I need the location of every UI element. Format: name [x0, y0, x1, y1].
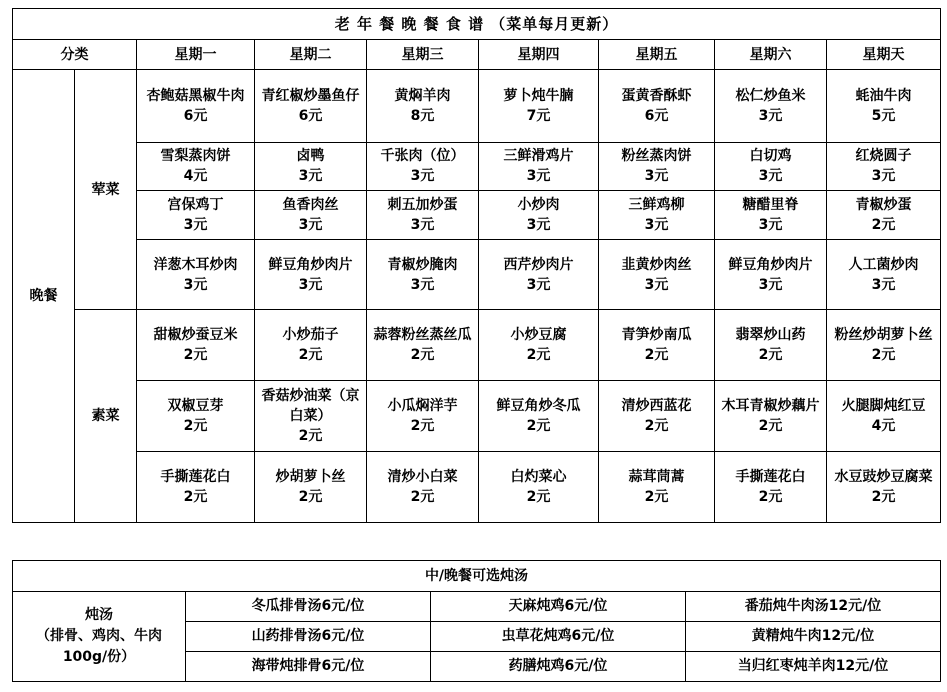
- day-header: 星期三: [367, 40, 479, 69]
- day-header: 星期一: [137, 40, 255, 69]
- dish-price: 2元: [871, 216, 896, 233]
- dish-name: 木耳青椒炒藕片: [721, 398, 820, 415]
- dish-name: 西芹炒肉片: [503, 256, 574, 273]
- dish-cell: [255, 452, 367, 523]
- dish-name: 三鲜鸡柳: [628, 196, 685, 213]
- dish-cell: [255, 239, 367, 310]
- day-header-row: [13, 40, 941, 69]
- dish-cell: [599, 381, 715, 452]
- dish-cell: [137, 310, 255, 381]
- dish-name: 小炒茄子: [282, 327, 339, 344]
- dish-price: 2元: [644, 489, 669, 506]
- dish-cell: [827, 381, 941, 452]
- menu-row: [13, 142, 941, 191]
- dish-price: 3元: [871, 168, 896, 185]
- dish-cell: [367, 69, 479, 142]
- dish-price: 2元: [871, 489, 896, 506]
- dish-cell: [367, 452, 479, 523]
- dish-name: 青红椒炒墨鱼仔: [261, 87, 360, 104]
- dish-cell: [255, 191, 367, 240]
- dish-name: 洋葱木耳炒肉: [153, 256, 238, 273]
- stew-soup-table: [12, 560, 941, 682]
- dish-price: 2元: [298, 347, 323, 364]
- dish-name: 双椒豆芽: [167, 398, 224, 415]
- soup-item: 海带炖排骨6元/位: [186, 651, 431, 681]
- dish-cell: [255, 142, 367, 191]
- dish-name: 青笋炒南瓜: [621, 327, 692, 344]
- dish-name: 人工菌炒肉: [848, 256, 919, 273]
- dish-cell: [367, 191, 479, 240]
- dish-name: 韭黄炒肉丝: [621, 256, 692, 273]
- dish-cell: [137, 452, 255, 523]
- dish-cell: [137, 69, 255, 142]
- dish-price: 3元: [410, 216, 435, 233]
- soup-item: 天麻炖鸡6元/位: [431, 592, 686, 622]
- dish-cell: [599, 69, 715, 142]
- dish-price: 3元: [644, 276, 669, 293]
- dish-price: 3元: [758, 276, 783, 293]
- dish-cell: [715, 310, 827, 381]
- dish-cell: [137, 381, 255, 452]
- dish-cell: [715, 69, 827, 142]
- meal-label: 晚餐: [13, 69, 75, 522]
- stew-label-line: 100g/份）: [62, 649, 136, 665]
- dish-price: 2元: [298, 489, 323, 506]
- dish-cell: [827, 452, 941, 523]
- dish-cell: [479, 239, 599, 310]
- dish-name: 蒜茸茼蒿: [628, 469, 685, 486]
- dish-name: 炒胡萝卜丝: [275, 469, 346, 486]
- dish-price: 3元: [298, 216, 323, 233]
- dish-price: 6元: [183, 107, 208, 124]
- dish-name: 松仁炒鱼米: [735, 87, 806, 104]
- dish-price: 2元: [758, 418, 783, 435]
- dish-name: 小炒肉: [517, 196, 560, 213]
- menu-row: [13, 452, 941, 523]
- dish-name: 手撕莲花白: [160, 469, 231, 486]
- dish-cell: [479, 310, 599, 381]
- dish-price: 3元: [758, 168, 783, 185]
- dish-name: 水豆豉炒豆腐菜: [834, 469, 933, 486]
- dish-name: 鱼香肉丝: [282, 196, 339, 213]
- dish-name: 手撕莲花白: [735, 469, 806, 486]
- soup-row: [13, 592, 941, 622]
- dish-cell: [479, 381, 599, 452]
- day-header: 星期天: [827, 40, 941, 69]
- dish-name: 三鲜滑鸡片: [503, 148, 574, 165]
- dish-price: 2元: [758, 489, 783, 506]
- soup-item: 番茄炖牛肉汤12元/位: [686, 592, 941, 622]
- dish-price: 3元: [183, 276, 208, 293]
- stew-label: [13, 592, 186, 682]
- dish-price: 2元: [526, 347, 551, 364]
- day-header: 星期二: [255, 40, 367, 69]
- soup-item: 山药排骨汤6元/位: [186, 621, 431, 651]
- menu-row: [13, 69, 941, 142]
- dish-name: 香菇炒油菜（京白菜）: [261, 388, 360, 425]
- dish-price: 5元: [871, 107, 896, 124]
- dish-cell: [827, 310, 941, 381]
- dish-cell: [715, 239, 827, 310]
- dish-name: 杏鲍菇黑椒牛肉: [146, 87, 245, 104]
- dish-group-label: 荤菜: [75, 69, 137, 310]
- dish-name: 鲜豆角炒冬瓜: [496, 398, 581, 415]
- dish-cell: [479, 142, 599, 191]
- dish-cell: [255, 381, 367, 452]
- dish-name: 粉丝蒸肉饼: [621, 148, 692, 165]
- dish-cell: [599, 452, 715, 523]
- dish-price: 3元: [644, 168, 669, 185]
- dish-price: 2元: [644, 418, 669, 435]
- dish-cell: [599, 310, 715, 381]
- dish-price: 8元: [410, 107, 435, 124]
- soup-item: 当归红枣炖羊肉12元/位: [686, 651, 941, 681]
- dish-cell: [599, 239, 715, 310]
- dish-price: 2元: [298, 428, 323, 445]
- dish-name: 卤鸭: [296, 148, 325, 165]
- soup-item: 冬瓜排骨汤6元/位: [186, 592, 431, 622]
- dish-name: 白灼菜心: [510, 469, 567, 486]
- dish-price: 2元: [410, 347, 435, 364]
- dish-price: 3元: [410, 276, 435, 293]
- dish-cell: [137, 142, 255, 191]
- day-header: 星期六: [715, 40, 827, 69]
- dish-price: 4元: [183, 168, 208, 185]
- dish-name: 小瓜焖洋芋: [387, 398, 458, 415]
- dish-price: 6元: [644, 107, 669, 124]
- stew-label-line: （排骨、鸡肉、牛肉: [36, 628, 162, 644]
- dish-price: 3元: [871, 276, 896, 293]
- dish-name: 蒜蓉粉丝蒸丝瓜: [373, 327, 472, 344]
- dish-name: 粉丝炒胡萝卜丝: [834, 327, 933, 344]
- category-header: 分类: [13, 40, 137, 69]
- dish-price: 3元: [526, 168, 551, 185]
- dish-name: 鲜豆角炒肉片: [728, 256, 813, 273]
- dish-price: 2元: [410, 418, 435, 435]
- dish-name: 千张肉（位）: [380, 148, 465, 165]
- dish-name: 翡翠炒山药: [735, 327, 806, 344]
- menu-row: [13, 381, 941, 452]
- dish-price: 3元: [526, 276, 551, 293]
- soup-title: 中/晚餐可选炖汤: [13, 561, 941, 592]
- dish-name: 宫保鸡丁: [167, 196, 224, 213]
- dish-name: 红烧圆子: [855, 148, 912, 165]
- menu-row: [13, 239, 941, 310]
- dish-cell: [137, 239, 255, 310]
- dish-price: 3元: [758, 107, 783, 124]
- day-header: 星期五: [599, 40, 715, 69]
- dish-cell: [367, 239, 479, 310]
- dish-name: 青椒炒腌肉: [387, 256, 458, 273]
- dish-price: 7元: [526, 107, 551, 124]
- day-header: 星期四: [479, 40, 599, 69]
- dish-price: 3元: [298, 276, 323, 293]
- dish-name: 火腿脚炖红豆: [841, 398, 926, 415]
- dish-cell: [599, 191, 715, 240]
- dish-price: 3元: [758, 216, 783, 233]
- dish-name: 白切鸡: [749, 148, 792, 165]
- stew-label-line: 炖汤: [85, 607, 113, 623]
- dish-cell: [715, 191, 827, 240]
- dish-price: 3元: [410, 168, 435, 185]
- dish-price: 2元: [644, 347, 669, 364]
- dish-cell: [827, 142, 941, 191]
- dish-cell: [599, 142, 715, 191]
- dish-price: 3元: [183, 216, 208, 233]
- dish-price: 2元: [758, 347, 783, 364]
- dish-price: 4元: [871, 418, 896, 435]
- dish-name: 糖醋里脊: [742, 196, 799, 213]
- dish-name: 萝卜炖牛腩: [503, 87, 574, 104]
- dish-name: 甜椒炒蚕豆米: [153, 327, 238, 344]
- soup-item: 虫草花炖鸡6元/位: [431, 621, 686, 651]
- dish-cell: [255, 69, 367, 142]
- dish-price: 2元: [183, 418, 208, 435]
- dish-cell: [715, 142, 827, 191]
- soup-item: 黄精炖牛肉12元/位: [686, 621, 941, 651]
- dish-cell: [479, 452, 599, 523]
- dish-price: 3元: [298, 168, 323, 185]
- dish-cell: [479, 69, 599, 142]
- dinner-menu-table: [12, 8, 941, 523]
- dish-price: 2元: [526, 489, 551, 506]
- dish-price: 3元: [644, 216, 669, 233]
- dish-name: 青椒炒蛋: [855, 196, 912, 213]
- dish-cell: [367, 381, 479, 452]
- dish-price: 6元: [298, 107, 323, 124]
- dish-name: 清炒小白菜: [387, 469, 458, 486]
- dish-cell: [715, 452, 827, 523]
- dish-cell: [367, 310, 479, 381]
- menu-row: [13, 310, 941, 381]
- dish-price: 2元: [183, 347, 208, 364]
- dish-name: 黄焖羊肉: [394, 87, 451, 104]
- dish-cell: [255, 310, 367, 381]
- dish-price: 3元: [526, 216, 551, 233]
- dish-name: 雪梨蒸肉饼: [160, 148, 231, 165]
- dish-cell: [827, 191, 941, 240]
- dish-name: 蛋黄香酥虾: [621, 87, 692, 104]
- dish-group-label: 素菜: [75, 310, 137, 523]
- dish-cell: [715, 381, 827, 452]
- dish-cell: [827, 69, 941, 142]
- soup-item: 药膳炖鸡6元/位: [431, 651, 686, 681]
- dish-name: 清炒西蓝花: [621, 398, 692, 415]
- menu-row: [13, 191, 941, 240]
- dish-name: 刺五加炒蛋: [387, 196, 458, 213]
- dish-cell: [827, 239, 941, 310]
- menu-title: 老 年 餐 晚 餐 食 谱 （菜单每月更新）: [13, 9, 941, 40]
- dish-name: 蚝油牛肉: [855, 87, 912, 104]
- dish-cell: [479, 191, 599, 240]
- dish-price: 2元: [526, 418, 551, 435]
- dish-name: 小炒豆腐: [510, 327, 567, 344]
- dish-price: 2元: [410, 489, 435, 506]
- dish-name: 鲜豆角炒肉片: [268, 256, 353, 273]
- dish-price: 2元: [183, 489, 208, 506]
- dish-cell: [367, 142, 479, 191]
- dish-price: 2元: [871, 347, 896, 364]
- dish-cell: [137, 191, 255, 240]
